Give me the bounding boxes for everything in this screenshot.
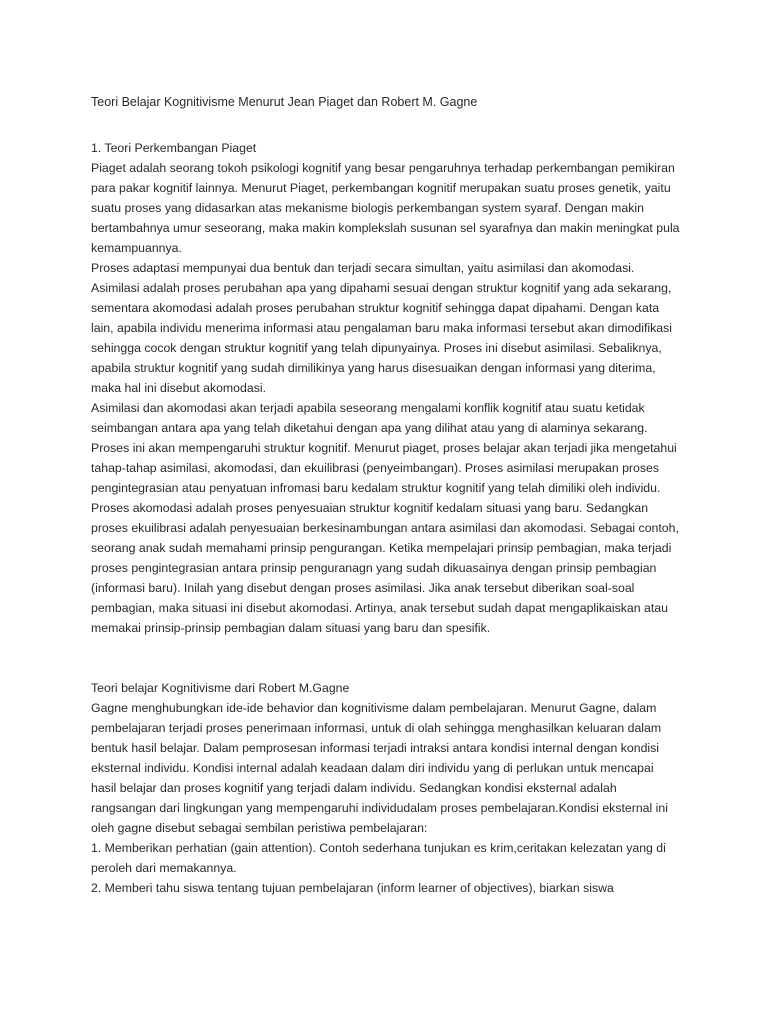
document-body bbox=[91, 92, 681, 898]
section-gagne bbox=[91, 678, 681, 898]
list-item: 1. Memberikan perhatian (gain attention). Contoh sederhana tunjukan es krim,ceritakan kelezatan yang di peroleh dari memakannya. bbox=[91, 841, 666, 875]
document-title: Teori Belajar Kognitivisme Menurut Jean Piaget dan Robert M. Gagne bbox=[91, 95, 478, 109]
paragraph: Gagne menghubungkan ide-ide behavior dan kognitivisme dalam pembelajaran. Menurut Gagne, dalam pembelajaran terjadi proses penerimaan informasi, untuk di olah sehingga menghasilkan keluaran dalam bentuk hasil belajar. Dalam pemprosesan informasi terjadi intraksi antara kondisi internal dengan kondisi eksternal individu. Kondisi internal adalah keadaan dalam diri individu yang di perlukan untuk mencapai hasil belajar dan proses kognitif yang terjadi dalam individu. Sedangkan kondisi eksternal adalah rangsangan dari lingkungan yang mempengaruhi individudalam proses pembelajaran.Kondisi eksternal ini oleh gagne disebut sebagai sembilan peristiwa pembelajaran: bbox=[91, 701, 668, 835]
section-heading: 1. Teori Perkembangan Piaget bbox=[91, 141, 257, 155]
paragraph: Asimilasi dan akomodasi akan terjadi apabila seseorang mengalami konflik kognitif atau suatu ketidak seimbangan antara apa yang telah diketahui dengan apa yang dilihat atau yang di alaminya sekarang. Proses ini akan mempengaruhi struktur kognitif. Menurut piaget, proses belajar akan terjadi jika mengetahui tahap-tahap asimilasi, akomodasi, dan ekuilibrasi (penyeimbangan). Proses asimilasi merupakan proses pengintegrasian atau penyatuan infromasi baru kedalam struktur kognitif yang telah dimiliki oleh individu. Proses akomodasi adalah proses penyesuaian struktur kognitif kedalam situasi yang baru. Sedangkan proses ekuilibrasi adalah penyesuaian berkesinambungan antara asimilasi dan akomodasi. Sebagai contoh, seorang anak sudah memahami prinsip pengurangan. Ketika mempelajari prinsip pembagian, maka terjadi proses pengintegrasian antara prinsip penguranagn yang sudah dikuasainya dengan prinsip pembagian (informasi baru). Inilah yang disebut dengan proses asimilasi. Jika anak tersebut diberikan soal-soal pembagian, maka situasi ini disebut akomodasi. Artinya, anak tersebut sudah dapat mengaplikaiskan atau memakai prinsip-prinsip pembagian dalam situasi yang baru dan spesifik. bbox=[91, 401, 679, 635]
list-item: 2. Memberi tahu siswa tentang tujuan pembelajaran (inform learner of objectives), biarkan siswa bbox=[91, 881, 614, 895]
section-heading: Teori belajar Kognitivisme dari Robert M.Gagne bbox=[91, 681, 350, 695]
paragraph: Proses adaptasi mempunyai dua bentuk dan terjadi secara simultan, yaitu asimilasi dan akomodasi. Asimilasi adalah proses perubahan apa yang dipahami sesuai dengan struktur kognitif yang ada sekarang, sementara akomodasi adalah proses perubahan struktur kognitif sehingga dapat dipahami. Dengan kata lain, apabila individu menerima informasi atau pengalaman baru maka informasi tersebut akan dimodifikasi sehingga cocok dengan struktur kognitif yang telah dipunyainya. Proses ini disebut asimilasi. Sebaliknya, apabila struktur kognitif yang sudah dimilikinya yang harus disesuaikan dengan informasi yang diterima, maka hal ini disebut akomodasi. bbox=[91, 261, 672, 395]
section-piaget bbox=[91, 138, 681, 638]
paragraph: Piaget adalah seorang tokoh psikologi kognitif yang besar pengaruhnya terhadap perkembangan pemikiran para pakar kognitif lainnya. Menurut Piaget, perkembangan kognitif merupakan suatu proses genetik, yaitu suatu proses yang didasarkan atas mekanisme biologis perkembangan system syaraf. Dengan makin bertambahnya umur seseorang, maka makin komplekslah susunan sel syarafnya dan makin meningkat pula kemampuannya. bbox=[91, 161, 680, 255]
